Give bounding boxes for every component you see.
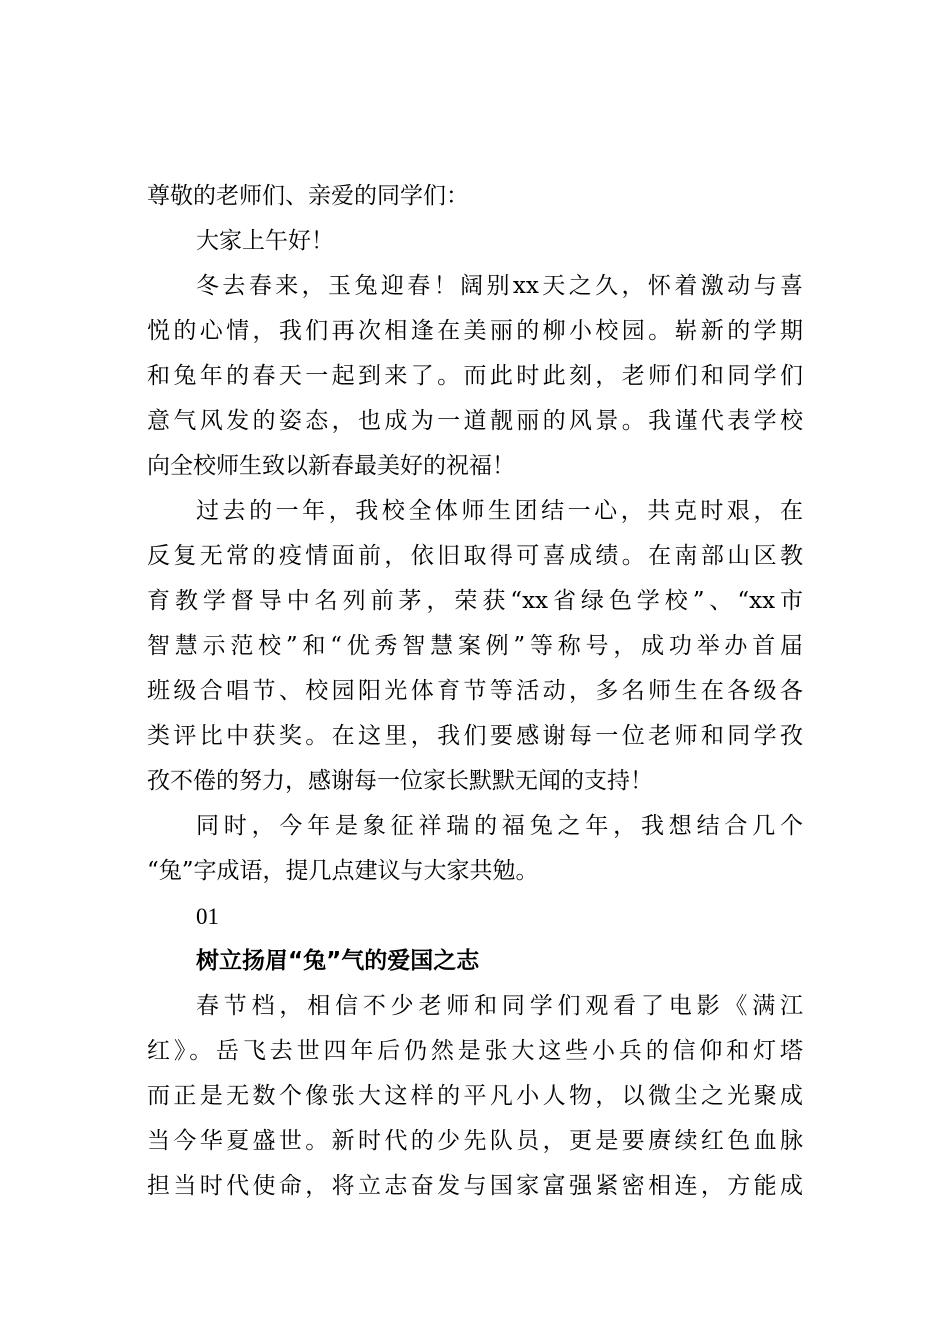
paragraph-section-body xyxy=(147,984,803,1209)
paragraph-line: 班级合唱节、校园阳光体育节等活动，多名师生在各级各 xyxy=(147,678,803,704)
document-body xyxy=(147,174,803,1209)
greeting: 大家上午好！ xyxy=(196,228,334,254)
paragraph-line: 反复无常的疫情面前，依旧取得可喜成绩。在南部山区教 xyxy=(147,543,803,569)
section-number: 01 xyxy=(196,904,219,929)
section-title: 树立扬眉“兔”气的爱国之志 xyxy=(196,948,480,974)
paragraph-opening xyxy=(147,264,803,489)
paragraph-line: 而正是无数个像张大这样的平凡小人物，以微尘之光聚成 xyxy=(147,1083,803,1109)
paragraph-line: 当今华夏盛世。新时代的少先队员，更是要赓续红色血脉 xyxy=(147,1128,803,1154)
paragraph-line: 红》。岳飞去世四年后仍然是张大这些小兵的信仰和灯塔 xyxy=(147,1038,803,1064)
paragraph-line: 孜不倦的努力，感谢每一位家长默默无闻的支持！ xyxy=(147,768,653,794)
paragraph-line: 向全校师生致以新春最美好的祝福！ xyxy=(147,453,515,479)
paragraph-line: 春节档，相信不少老师和同学们观看了电影《满江 xyxy=(196,993,803,1019)
paragraph-achievements xyxy=(147,489,803,804)
salutation: 尊敬的老师们、亲爱的同学们： xyxy=(147,183,469,209)
paragraph-line: 过去的一年，我校全体师生团结一心，共克时艰，在 xyxy=(196,498,803,524)
paragraph-line: “兔”字成语，提几点建议与大家共勉。 xyxy=(147,858,539,884)
paragraph-line: 育教学督导中名列前茅，荣获“xx省绿色学校”、“xx市 xyxy=(147,588,803,614)
paragraph-line: 意气风发的姿态，也成为一道靓丽的风景。我谨代表学校 xyxy=(147,408,803,434)
paragraph-line: 类评比中获奖。在这里，我们要感谢每一位老师和同学孜 xyxy=(147,723,803,749)
paragraph-line: 同时，今年是象征祥瑞的福兔之年，我想结合几个 xyxy=(196,813,803,839)
paragraph-line: 担当时代使命，将立志奋发与国家富强紧密相连，方能成 xyxy=(147,1173,803,1199)
paragraph-line: 智慧示范校”和“优秀智慧案例”等称号，成功举办首届 xyxy=(147,633,803,659)
paragraph-line: 悦的心情，我们再次相逢在美丽的柳小校园。崭新的学期 xyxy=(147,318,803,344)
paragraph-line: 冬去春来，玉兔迎春！阔别xx天之久，怀着激动与喜 xyxy=(196,273,803,299)
paragraph-line: 和兔年的春天一起到来了。而此时此刻，老师们和同学们 xyxy=(147,363,803,389)
paragraph-suggestions xyxy=(147,804,803,894)
